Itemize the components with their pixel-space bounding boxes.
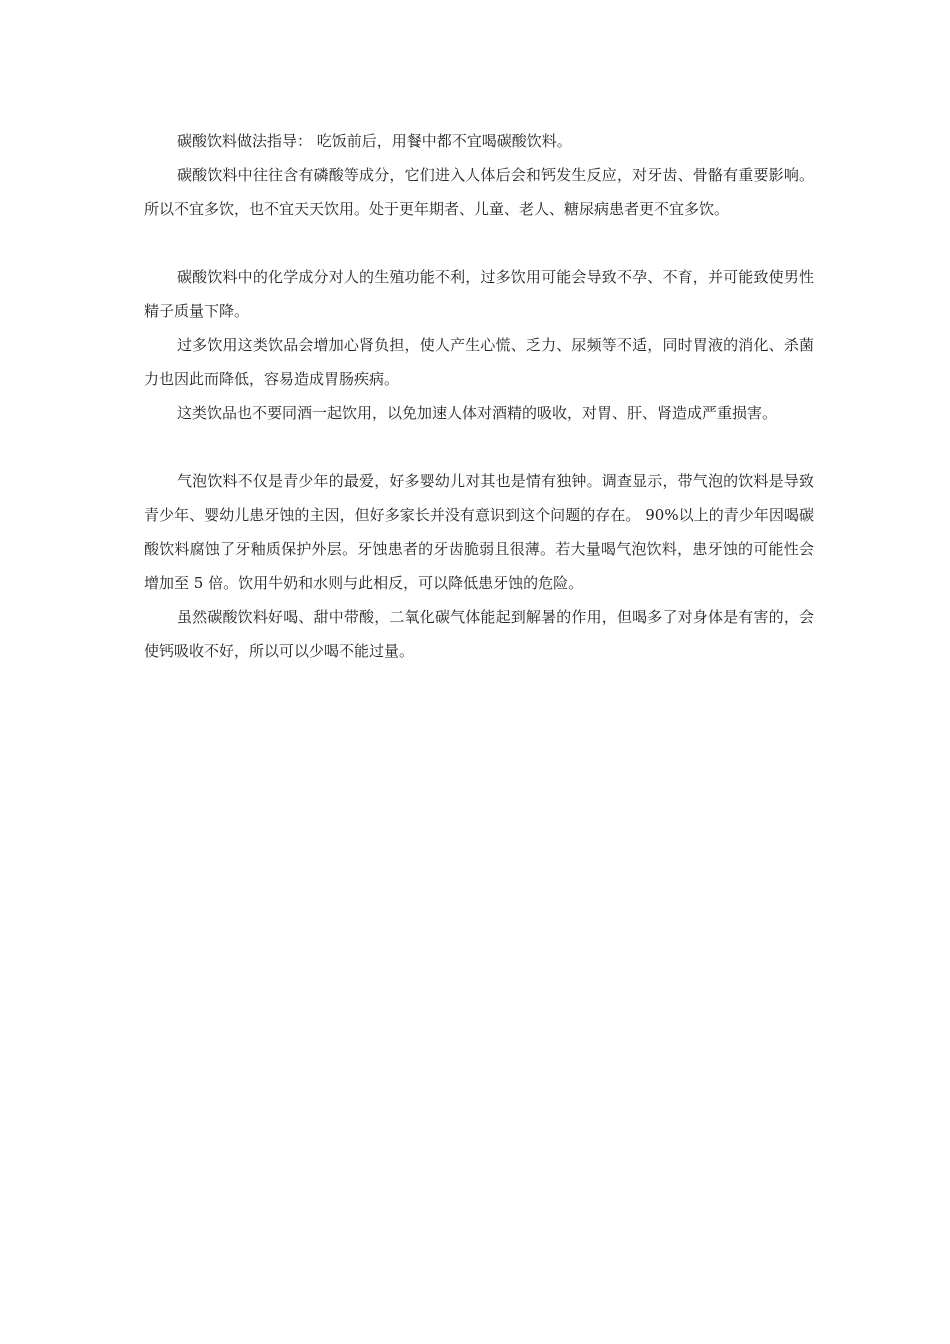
paragraph-spacer bbox=[144, 430, 814, 464]
paragraph-guidance: 碳酸饮料做法指导： 吃饭前后，用餐中都不宜喝碳酸饮料。 bbox=[177, 132, 572, 150]
document-body bbox=[144, 124, 814, 668]
paragraph-dental-erosion: 气泡饮料不仅是青少年的最爱，好多婴幼儿对其也是情有独钟。调查显示，带气泡的饮料是导致青少年、婴幼儿患牙蚀的主因，但好多家长并没有意识到这个问题的存在。 90%以上的青少年因喝碳酸饮料腐蚀了牙釉质保护外层。牙蚀患者的牙齿脆弱且很薄。若大量喝气泡饮料，患牙蚀的可能性会增加至 5 倍。饮用牛奶和水则与此相反，可以降低患牙蚀的危险。 bbox=[144, 472, 814, 592]
paragraph-heart-kidney: 过多饮用这类饮品会增加心肾负担，使人产生心慌、乏力、尿频等不适，同时胃液的消化、杀菌力也因此而降低，容易造成胃肠疾病。 bbox=[144, 336, 814, 388]
paragraph-conclusion: 虽然碳酸饮料好喝、甜中带酸，二氧化碳气体能起到解暑的作用，但喝多了对身体是有害的，会使钙吸收不好，所以可以少喝不能过量。 bbox=[144, 608, 814, 660]
paragraph-alcohol: 这类饮品也不要同酒一起饮用，以免加速人体对酒精的吸收，对胃、肝、肾造成严重损害。 bbox=[177, 404, 778, 422]
paragraph-phosphoric-acid: 碳酸饮料中往往含有磷酸等成分，它们进入人体后会和钙发生反应，对牙齿、骨骼有重要影响。所以不宜多饮，也不宜天天饮用。处于更年期者、儿童、老人、糖尿病患者更不宜多饮。 bbox=[144, 166, 814, 218]
paragraph-spacer bbox=[144, 226, 814, 260]
paragraph-reproductive: 碳酸饮料中的化学成分对人的生殖功能不利，过多饮用可能会导致不孕、不育，并可能致使男性精子质量下降。 bbox=[144, 268, 814, 320]
